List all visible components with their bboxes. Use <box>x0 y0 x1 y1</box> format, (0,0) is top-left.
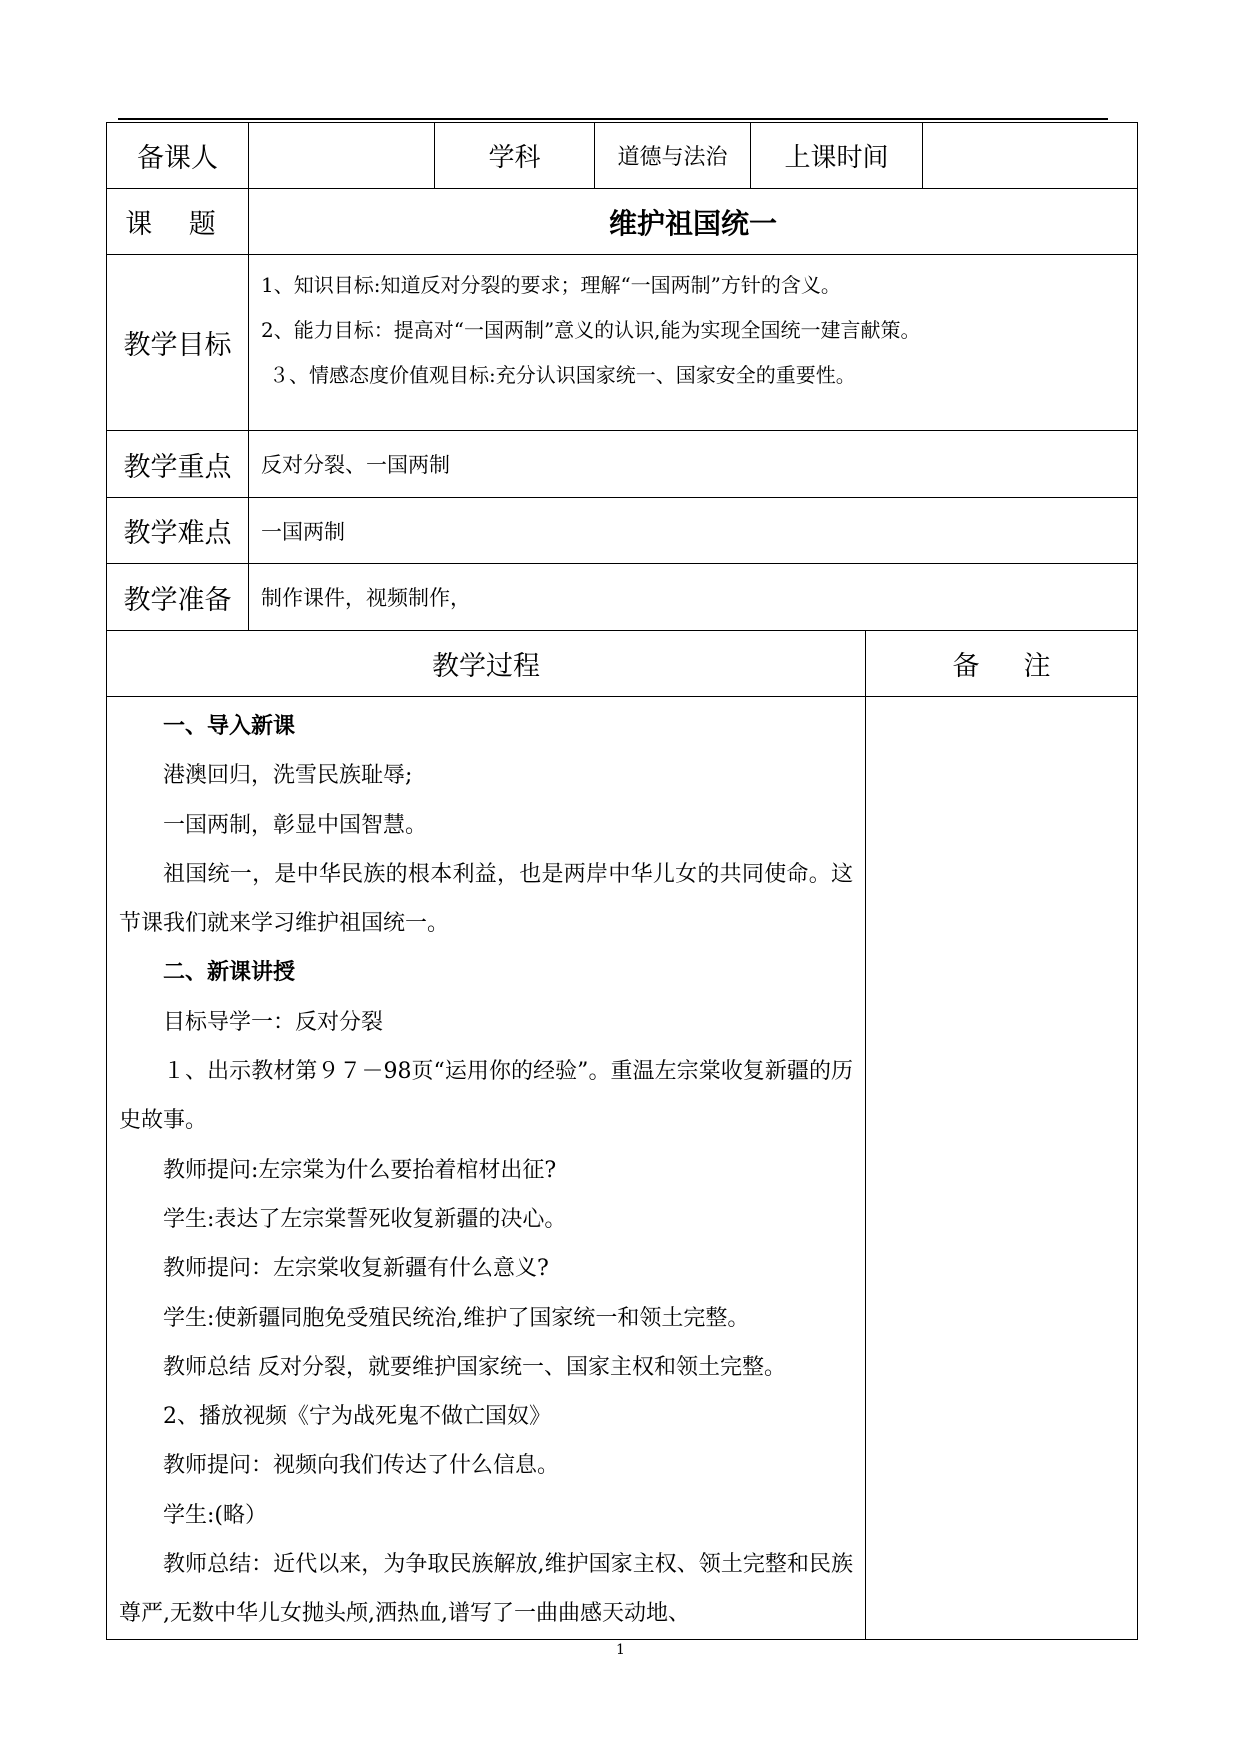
subject-value: 道德与法治 <box>595 123 751 189</box>
lesson-plan-table <box>106 122 1138 1640</box>
paragraph: 教师总结：近代以来，为争取民族解放,维护国家主权、领土完整和民族尊严,无数中华儿女抛头颅,洒热血,谱写了一曲曲感天动地、 <box>119 1552 853 1627</box>
paragraph: 教师提问：视频向我们传达了什么信息。 <box>163 1453 560 1479</box>
preparer-value <box>249 123 435 189</box>
difficulties-value: 一国两制 <box>249 498 1138 564</box>
key-points-row <box>107 431 1138 498</box>
paragraph: 祖国统一，是中华民族的根本利益，也是两岸中华儿女的共同使命。这节课我们就来学习维护祖国统一。 <box>119 861 853 937</box>
section-heading-intro: 一、导入新课 <box>163 714 296 739</box>
process-header-row <box>107 631 1138 697</box>
topic-label: 课 题 <box>107 189 249 255</box>
class-time-label: 上课时间 <box>751 123 923 189</box>
objectives-label: 教学目标 <box>107 255 249 431</box>
process-body-row <box>107 697 1138 1640</box>
paragraph: 2、播放视频《宁为战死鬼不做亡国奴》 <box>163 1404 551 1430</box>
paragraph: 学生:使新疆同胞免受殖民统治,维护了国家统一和领土完整。 <box>163 1305 750 1331</box>
preparation-row <box>107 564 1138 631</box>
section-heading-new-lesson: 二、新课讲授 <box>163 960 296 986</box>
objectives-list <box>249 255 1138 431</box>
preparation-label: 教学准备 <box>107 564 249 631</box>
process-content <box>107 697 866 1640</box>
preparer-label: 备课人 <box>107 123 249 189</box>
difficulties-label: 教学难点 <box>107 498 249 564</box>
objectives-row <box>107 255 1138 431</box>
objective-knowledge: 1、知识目标:知道反对分裂的要求；理解“一国两制”方针的含义。 <box>261 273 841 297</box>
paragraph: 港澳回归，洗雪民族耻辱; <box>163 763 413 789</box>
key-points-label: 教学重点 <box>107 431 249 498</box>
preparation-value: 制作课件，视频制作， <box>249 564 1138 631</box>
top-rule <box>118 118 1108 120</box>
class-time-value <box>923 123 1138 189</box>
notes-label: 备注 <box>866 631 1138 697</box>
lesson-title: 维护祖国统一 <box>249 189 1138 255</box>
paragraph: 教师总结 反对分裂，就要维护国家统一、国家主权和领土完整。 <box>163 1354 786 1380</box>
objective-ability: 2、能力目标：提高对“一国两制”意义的认识,能为实现全国统一建言献策。 <box>261 318 921 342</box>
difficulties-row <box>107 498 1138 564</box>
page-number: 1 <box>616 1642 625 1658</box>
process-label: 教学过程 <box>107 631 866 697</box>
header-row <box>107 123 1138 189</box>
paragraph: 学生:(略） <box>163 1502 267 1528</box>
subject-label: 学科 <box>435 123 595 189</box>
objective-attitude: ３、情感态度价值观目标:充分认识国家统一、国家安全的重要性。 <box>269 363 856 387</box>
paragraph: 目标导学一：反对分裂 <box>163 1009 384 1035</box>
paragraph: 教师提问：左宗棠收复新疆有什么意义? <box>163 1256 549 1282</box>
paragraph: １、出示教材第９７－98页“运用你的经验”。重温左宗棠收复新疆的历史故事。 <box>119 1059 853 1134</box>
paragraph: 学生:表达了左宗棠誓死收复新疆的决心。 <box>163 1206 567 1232</box>
topic-row <box>107 189 1138 255</box>
key-points-value: 反对分裂、一国两制 <box>249 431 1138 498</box>
notes-cell <box>866 697 1138 1640</box>
paragraph: 一国两制，彰显中国智慧。 <box>163 812 428 838</box>
paragraph: 教师提问:左宗棠为什么要抬着棺材出征? <box>163 1157 557 1183</box>
